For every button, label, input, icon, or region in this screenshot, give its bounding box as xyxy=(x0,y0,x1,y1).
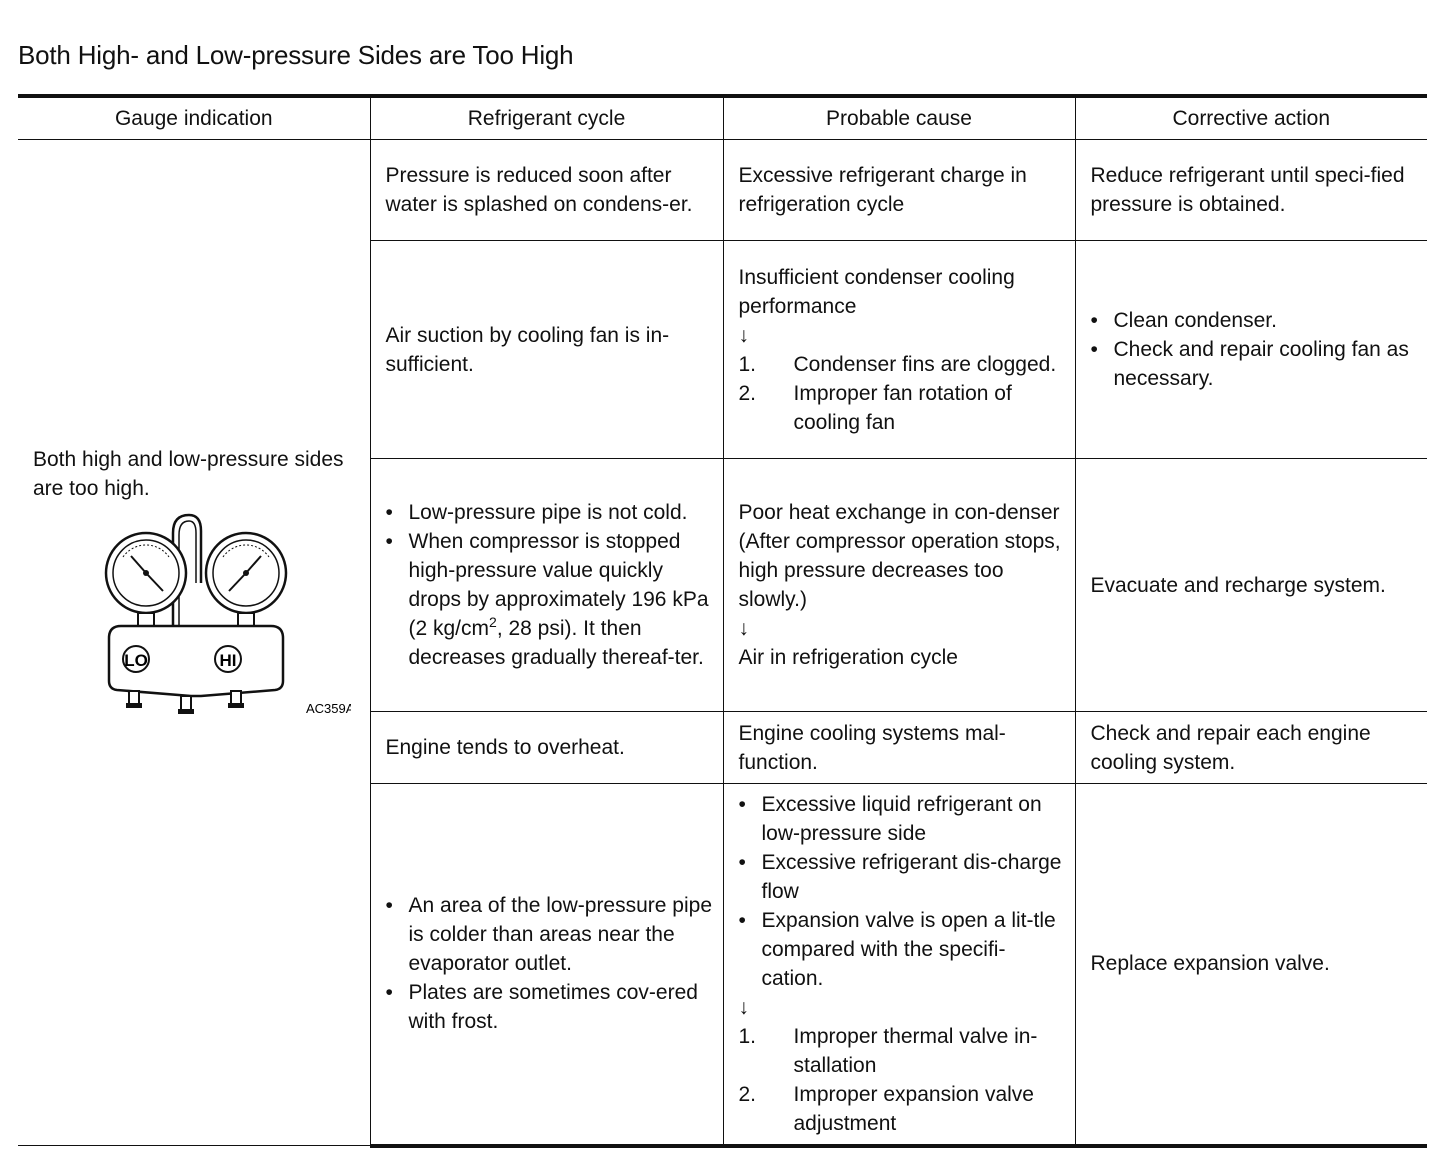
list-item xyxy=(739,350,1067,379)
cycle-cell xyxy=(370,459,723,712)
cycle-text: Pressure is reduced soon after water is splashed on condens-er. xyxy=(385,164,693,216)
cause-cell xyxy=(723,784,1075,1146)
cycle-text: Air suction by cooling fan is in-sufficient. xyxy=(385,323,670,376)
cause-cell xyxy=(723,712,1075,784)
cause-numbered-list xyxy=(739,1022,1067,1138)
action-cell xyxy=(1075,712,1427,784)
cycle-bullet-list xyxy=(386,891,715,1036)
down-arrow-icon: ↓ xyxy=(738,323,749,347)
action-bullet-list xyxy=(1091,306,1420,393)
lo-label: LO xyxy=(124,650,148,670)
action-text: Evacuate and recharge system. xyxy=(1090,573,1386,597)
cause-numbered-list xyxy=(739,350,1067,437)
down-arrow-icon: ↓ xyxy=(738,617,749,640)
action-cell xyxy=(1075,459,1427,712)
gauge-indication-text: Both high and low-pressure sides are too high. xyxy=(33,447,344,500)
list-item-text-tail: , 28 psi). It then decreases gradually thereaf-ter. xyxy=(408,617,704,669)
table-header-row xyxy=(18,96,1427,140)
cause-text: Engine cooling systems mal-function. xyxy=(738,721,1006,774)
list-item: • Excessive refrigerant dis-charge flow xyxy=(739,848,1067,906)
cycle-bullet-list xyxy=(386,498,715,672)
cycle-cell xyxy=(370,140,723,241)
list-item-text: Improper fan rotation of cooling fan xyxy=(793,381,1012,434)
table-row xyxy=(18,140,1427,241)
action-text: Reduce refrigerant until speci-fied pressure is obtained. xyxy=(1090,164,1405,216)
header-gauge-indication: Gauge indication xyxy=(18,96,370,140)
list-item xyxy=(386,527,715,672)
cause-cell xyxy=(723,241,1075,459)
action-cell xyxy=(1075,140,1427,241)
troubleshooting-table xyxy=(18,94,1427,1148)
list-item-text: When compressor is stopped high-pressure value quickly drops by approximately 196 kPa (2 kg/cm xyxy=(408,530,709,640)
cycle-cell xyxy=(370,712,723,784)
cause-result: Air in refrigeration cycle xyxy=(738,646,958,669)
cause-text: Excessive refrigerant charge in refrigeration cycle xyxy=(738,164,1027,216)
cause-bullet-list xyxy=(739,790,1067,993)
list-item-text: Improper expansion valve adjustment xyxy=(793,1082,1034,1135)
list-item: • Clean condenser. xyxy=(1091,306,1420,335)
cycle-text: Engine tends to overheat. xyxy=(385,736,625,759)
superscript: 2 xyxy=(489,614,497,630)
list-item: • Plates are sometimes cov-ered with frost. xyxy=(386,978,715,1036)
list-number: 2. xyxy=(738,381,757,405)
cycle-cell xyxy=(370,784,723,1146)
hi-label: HI xyxy=(219,650,237,670)
down-arrow-icon: ↓ xyxy=(738,995,749,1019)
list-item: • An area of the low-pressure pipe is colder than areas near the evaporator outlet. xyxy=(386,891,715,978)
list-item-text: Condenser fins are clogged. xyxy=(793,352,1057,376)
list-item xyxy=(739,379,1067,437)
list-item: • Excessive liquid refrigerant on low-pressure side xyxy=(739,790,1067,848)
manifold-gauge-icon xyxy=(101,513,351,723)
cause-text: Insufficient condenser cooling performance xyxy=(738,265,1015,318)
cause-cell xyxy=(723,140,1075,241)
action-text: Replace expansion valve. xyxy=(1090,952,1330,976)
cause-cell xyxy=(723,459,1075,712)
list-item-text: Improper thermal valve in-stallation xyxy=(793,1024,1038,1077)
list-item xyxy=(739,1080,1067,1138)
cause-text: Poor heat exchange in con-denser xyxy=(738,501,1060,524)
header-refrigerant-cycle: Refrigerant cycle xyxy=(370,96,723,140)
action-cell xyxy=(1075,784,1427,1146)
header-probable-cause: Probable cause xyxy=(723,96,1075,140)
header-corrective-action: Corrective action xyxy=(1075,96,1427,140)
cycle-cell xyxy=(370,241,723,459)
cause-note: (After compressor operation stops, high pressure decreases too slowly.) xyxy=(738,530,1061,611)
list-number: 2. xyxy=(738,1082,757,1106)
list-item: • Low-pressure pipe is not cold. xyxy=(386,498,715,527)
action-text: Check and repair each engine cooling system. xyxy=(1090,721,1371,774)
gauge-indication-cell xyxy=(18,140,370,1146)
page-title: Both High- and Low-pressure Sides are Too High xyxy=(18,40,574,70)
list-number: 1. xyxy=(738,1024,757,1048)
figure-code: AC359A xyxy=(306,700,351,716)
list-number: 1. xyxy=(738,352,757,376)
list-item: • Check and repair cooling fan as necessary. xyxy=(1091,335,1420,393)
action-cell xyxy=(1075,241,1427,459)
list-item xyxy=(739,1022,1067,1080)
list-item: • Expansion valve is open a lit-tle compared with the specifi-cation. xyxy=(739,906,1067,993)
